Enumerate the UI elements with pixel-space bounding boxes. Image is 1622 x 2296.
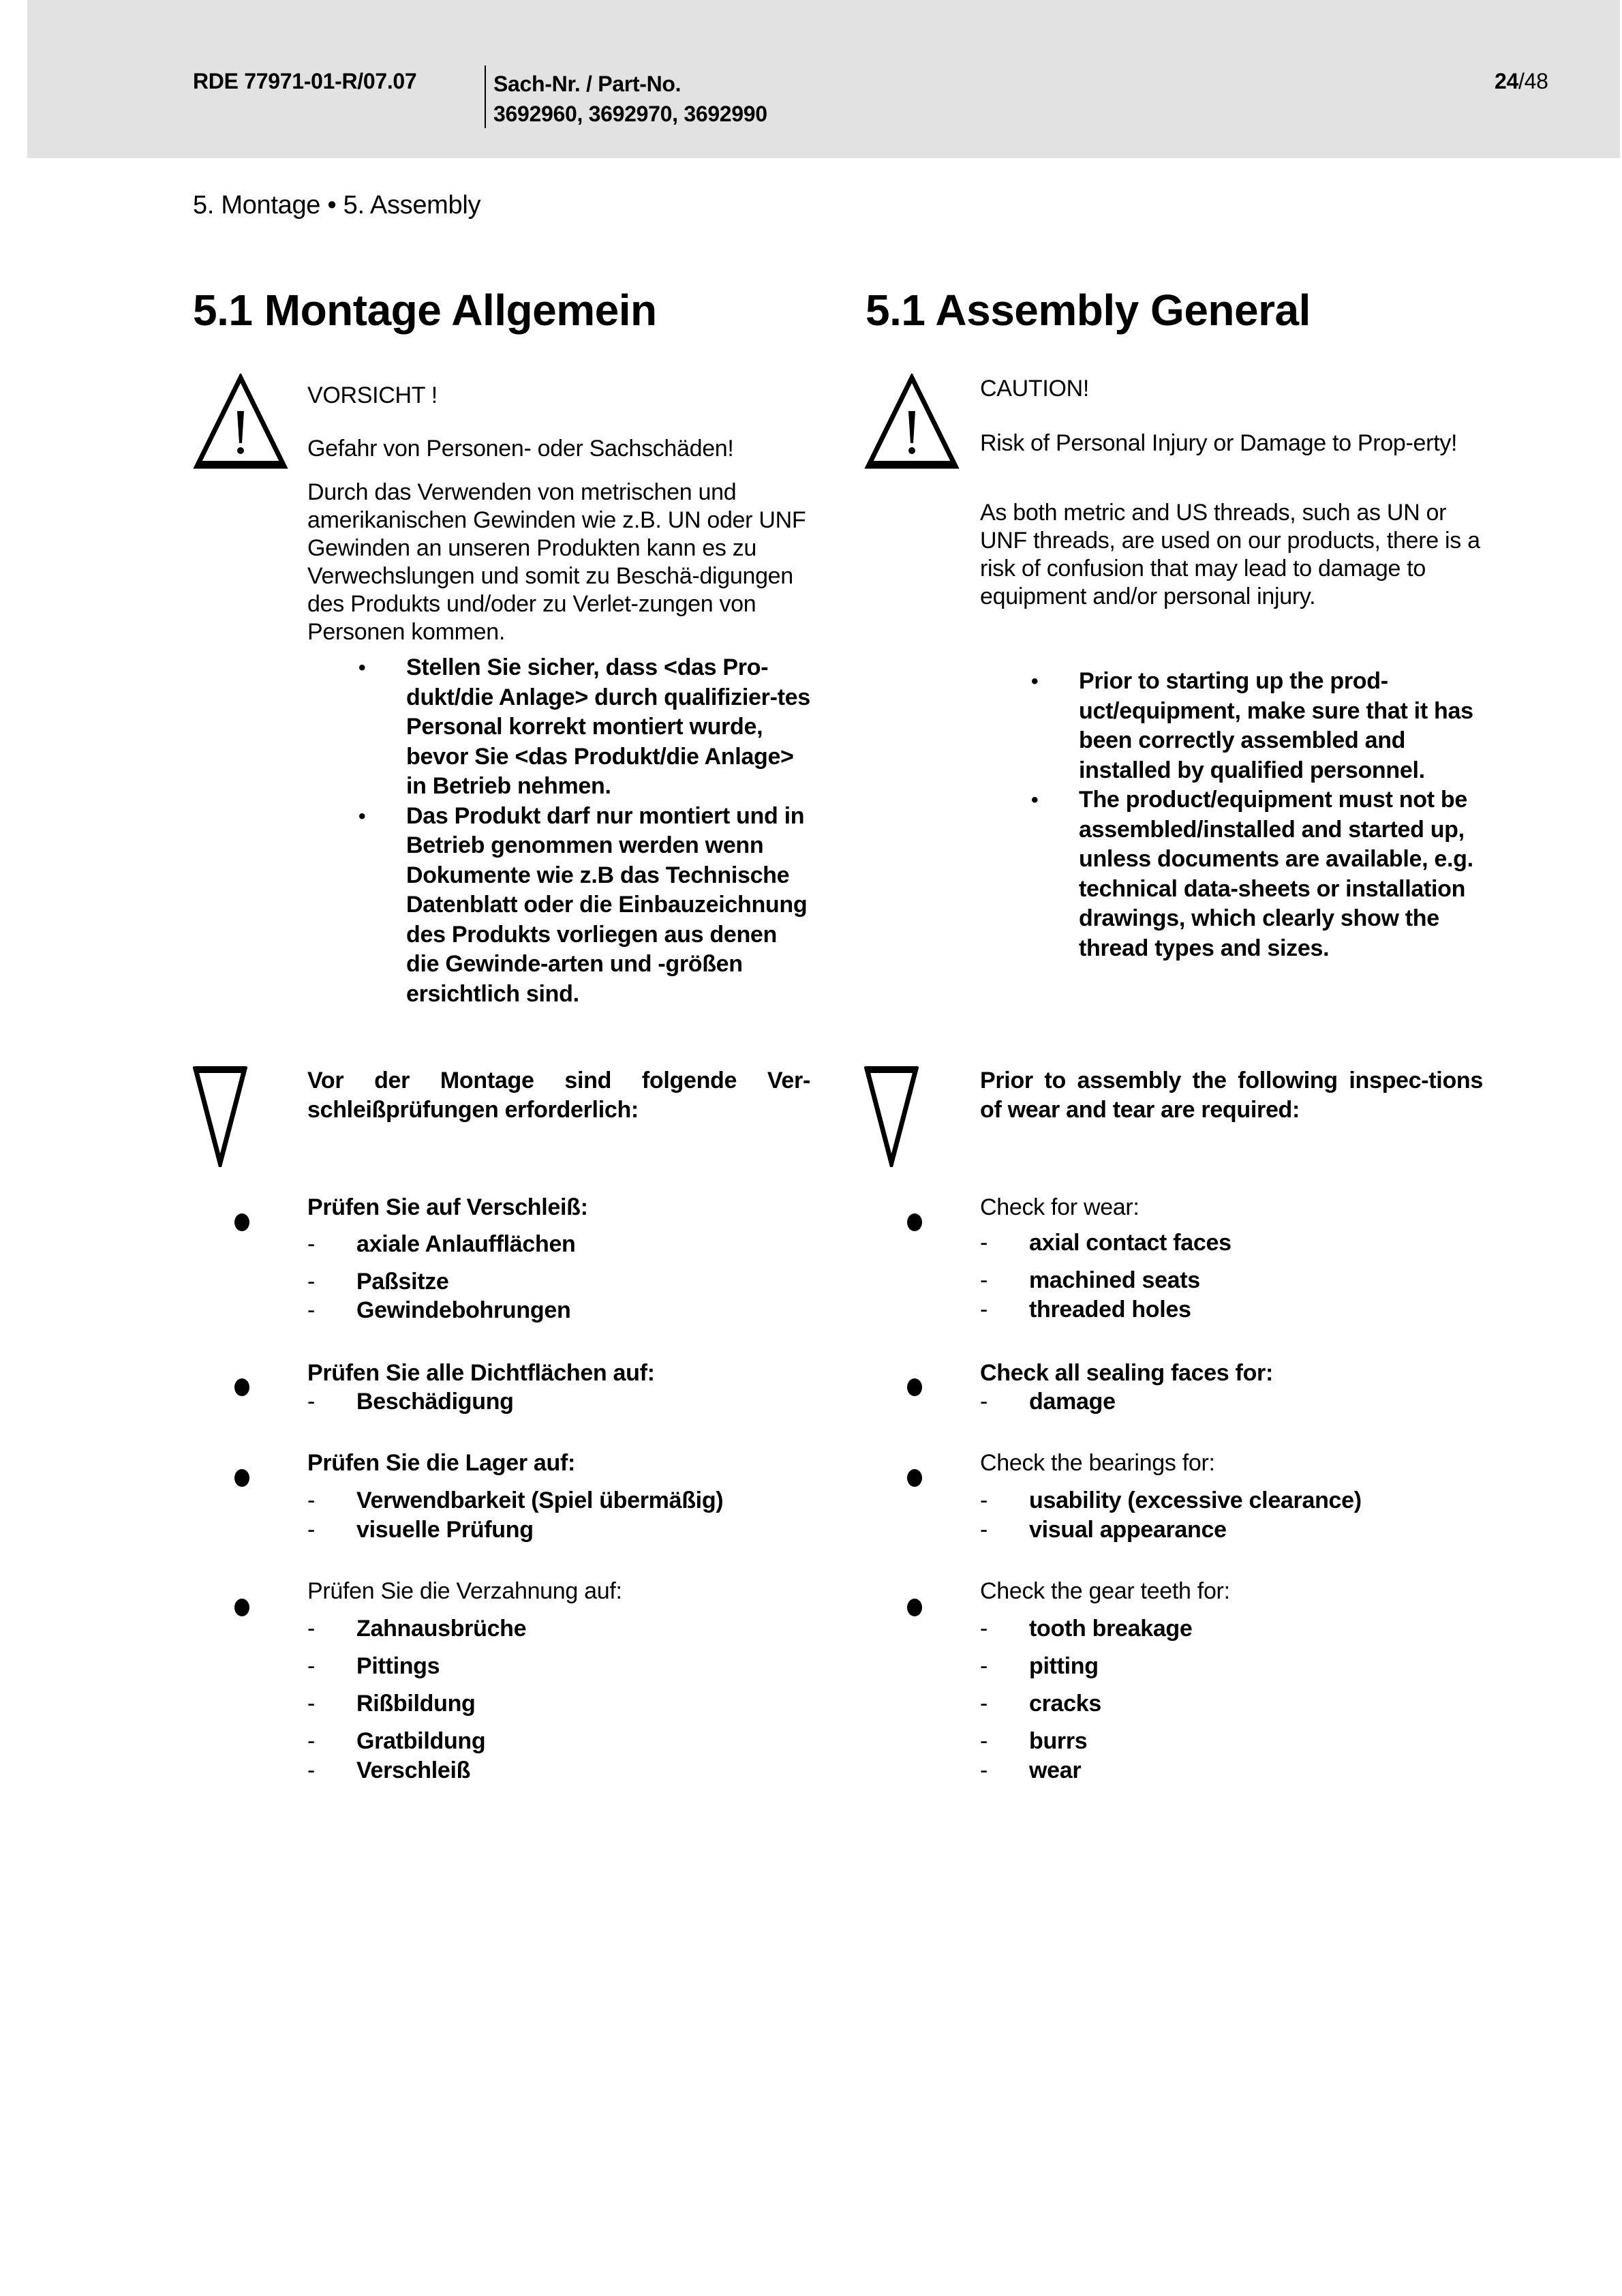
check-item: Verwendbarkeit (Spiel übermäßig) [356,1487,724,1513]
check-item: Paßsitze [356,1269,449,1295]
dash-icon: - [307,1517,316,1543]
check-title: Prüfen Sie alle Dichtflächen auf: [307,1360,655,1386]
dash-icon: - [980,1517,988,1543]
bullet-icon [234,1213,249,1231]
check-item: wear [1029,1757,1082,1783]
page-number [1495,69,1548,94]
part-number-block [493,69,767,129]
caution-label-en: CAUTION! [980,376,1090,402]
inspection-intro-en: Prior to assembly the following inspec-tions of wear and tear are required: [980,1068,1483,1123]
check-item: Gratbildung [356,1728,486,1754]
section-heading-de: 5.1 Montage Allgemein [193,286,657,335]
check-item: Zahnausbrüche [356,1616,527,1642]
bullet-icon: • [1031,670,1039,693]
bullet-icon [234,1378,249,1396]
inspection-triangle-icon [193,1065,247,1167]
caution-bullets-de [358,653,815,1009]
dash-icon: - [980,1728,988,1754]
check-item: tooth breakage [1029,1616,1193,1642]
check-item: axial contact faces [1029,1230,1231,1256]
dash-icon: - [307,1231,316,1257]
section-heading-en: 5.1 Assembly General [866,286,1311,335]
caution-risk-en: Risk of Personal Injury or Damage to Prop-erty! [980,430,1458,456]
check-item: damage [1029,1389,1116,1415]
caution-text-en: As both metric and US threads, such as UN or UNF threads, are used on our products, there is a risk of confusion that may lead to damage to equipment and/or personal injury. [980,500,1480,609]
check-item: usability (excessive clearance) [1029,1487,1362,1513]
dash-icon: - [980,1297,988,1323]
list-item: • Stellen Sie sicher, dass <das Pro-dukt/die Anlage> durch qualifizier-tes Personal korrekt montiert wurde, bevor Sie <das Produkt/die Anlage> in Betrieb nehmen. [358,654,810,799]
part-number-label: Sach-Nr. / Part-No. [493,72,682,96]
dash-icon: - [980,1230,988,1256]
dash-icon: - [980,1616,988,1642]
check-item: Beschädigung [356,1389,514,1415]
bullet-icon [234,1599,249,1616]
check-item: Rißbildung [356,1691,476,1717]
part-number-values: 3692960, 3692970, 3692990 [493,102,767,126]
check-item: cracks [1029,1691,1101,1717]
dash-icon: - [307,1616,316,1642]
check-item: pitting [1029,1653,1099,1679]
check-item: machined seats [1029,1267,1200,1293]
warning-triangle-icon [864,374,960,470]
caution-text-de: Durch das Verwenden von metrischen und amerikanischen Gewinden wie z.B. UN oder UNF Gewinden an unseren Produkten kann es zu Verwechslungen und somit zu Beschä-digungen des Produkts und/oder zu Verlet-zungen von Personen kommen. [307,479,806,645]
dash-icon: - [980,1267,988,1293]
bullet-icon: • [358,804,366,828]
list-item: • Prior to starting up the prod-uct/equipment, make sure that it has been correctly assembled and installed by qualified personnel. [1031,668,1473,783]
dash-icon: - [980,1691,988,1717]
warning-triangle-icon [193,374,288,470]
check-title: Check the bearings for: [980,1450,1215,1476]
bullet-icon [907,1469,922,1487]
dash-icon: - [980,1389,988,1415]
list-item: • The product/equipment must not be assembled/installed and started up, unless documents are available, e.g. technical data-sheets or installation drawings, which clearly show the thread types and sizes. [1031,787,1473,961]
check-item: burrs [1029,1728,1088,1754]
list-item: • Das Produkt darf nur montiert und in Betrieb genommen werden wenn Dokumente wie z.B das Technische Datenblatt oder die Einbauzeichnung des Produkts vorliegen aus denen die Gewinde-arten und -größen ersichtlich sind. [358,802,808,1007]
check-title: Prüfen Sie die Verzahnung auf: [307,1578,622,1604]
bullet-icon: • [1031,789,1039,811]
check-title: Check the gear teeth for: [980,1578,1230,1604]
check-title: Prüfen Sie die Lager auf: [307,1450,576,1476]
page-header [27,0,1620,158]
dash-icon: - [307,1487,316,1513]
caution-label-de: VORSICHT ! [307,382,438,408]
breadcrumb: 5. Montage • 5. Assembly [193,191,481,220]
dash-icon: - [307,1297,316,1323]
inspection-triangle-icon [864,1065,919,1167]
dash-icon: - [980,1487,988,1513]
caution-risk-de: Gefahr von Personen- oder Sachschäden! [307,436,734,462]
dash-icon: - [980,1653,988,1679]
dash-icon: - [307,1757,316,1783]
document-id: RDE 77971-01-R/07.07 [193,69,417,93]
check-item: visual appearance [1029,1517,1227,1543]
inspection-intro-de: Vor der Montage sind folgende Ver-schleißprüfungen erforderlich: [307,1068,810,1123]
dash-icon: - [307,1691,316,1717]
check-item: Gewindebohrungen [356,1297,571,1323]
bullet-icon [234,1469,249,1487]
bullet-icon [907,1599,922,1616]
check-item: visuelle Prüfung [356,1517,534,1543]
dash-icon: - [307,1653,316,1679]
check-item: axiale Anlaufflächen [356,1231,576,1257]
dash-icon: - [307,1389,316,1415]
dash-icon: - [307,1728,316,1754]
dash-icon: - [980,1757,988,1783]
check-item: Pittings [356,1653,440,1679]
bullet-icon [907,1213,922,1231]
caution-bullets-en [1031,667,1488,963]
check-item: threaded holes [1029,1297,1191,1323]
check-title: Prüfen Sie auf Verschleiß: [307,1194,588,1220]
check-title: Check all sealing faces for: [980,1360,1273,1386]
bullet-icon [907,1378,922,1396]
dash-icon: - [307,1269,316,1295]
check-item: Verschleiß [356,1757,471,1783]
header-divider [485,65,486,128]
page-total: /48 [1518,69,1548,93]
page-current: 24 [1495,69,1518,93]
check-title: Check for wear: [980,1194,1139,1220]
bullet-icon: • [358,656,366,679]
